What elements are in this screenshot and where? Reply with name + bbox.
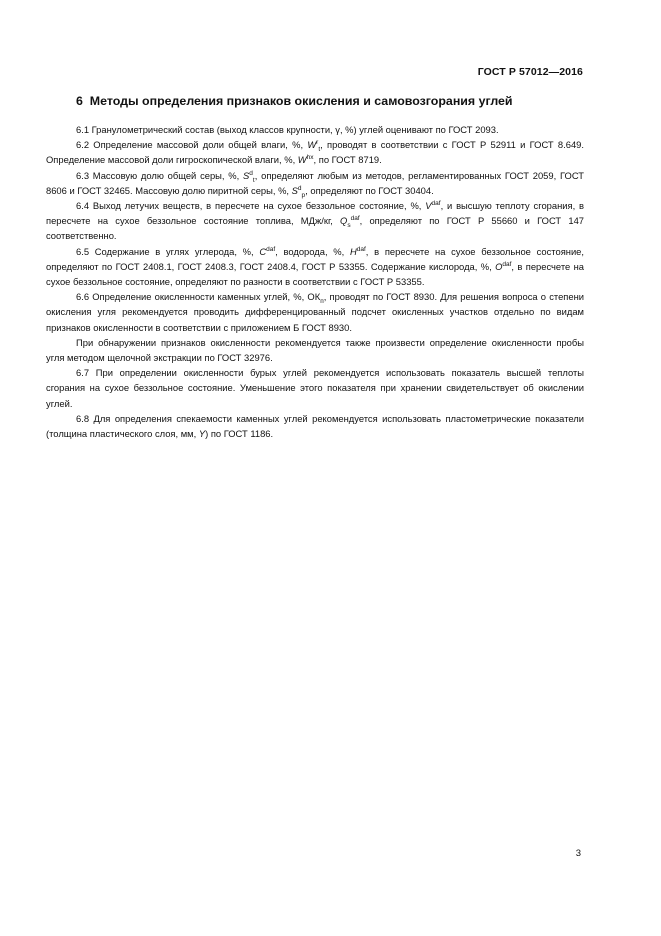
text: , в пересчете на сухое беззольное состояние, определяют по ГОСТ 2408.1, ГОСТ 2408.3, ГОСТ 2408.4, ГОСТ Р 53355. Содержание кислорода, %, xyxy=(46,245,585,272)
text: 6.7 При определении окисленности бурых углей рекомендуется использовать показатель высшей теплоты сгорания на сухое беззольное состояние. Уменьшение этого показателя при хранении свидетельствует об окислении углей. xyxy=(46,367,584,409)
text: , по ГОСТ 8719. xyxy=(313,154,382,166)
text: 6.5 Содержание в углях углерода, %, xyxy=(76,245,260,257)
paragraph-6-5 xyxy=(46,244,584,290)
superscript: daf xyxy=(356,245,366,253)
subscript: t xyxy=(318,146,321,154)
symbol: V xyxy=(425,200,432,212)
symbol: W xyxy=(297,154,307,166)
symbol: W xyxy=(307,139,317,151)
text: При обнаружении признаков окисленности рекомендуется также произвести определение окисленности пробы угля методом щелочной экстракции по ГОСТ 32976. xyxy=(46,336,584,364)
subscript: s xyxy=(347,222,351,230)
superscript: daf xyxy=(431,199,441,207)
text: 6.2 Определение массовой доли общей влаги, %, xyxy=(76,139,308,151)
text: , определяют любым из методов, регламентированных ГОСТ 2059, ГОСТ 8606 и ГОСТ 32465. Массовую долю пиритной серы, %, xyxy=(46,169,584,196)
superscript: d xyxy=(297,184,302,192)
paragraph-6-2 xyxy=(46,137,584,167)
superscript: daf xyxy=(502,260,512,268)
text: , водорода, %, xyxy=(275,245,350,257)
text: 6.4 Выход летучих веществ, в пересчете на сухое беззольное состояние, %, xyxy=(76,200,426,212)
paragraph-6-4 xyxy=(46,198,584,244)
subscript: p xyxy=(301,191,306,199)
text: 6.3 Массовую долю общей серы, %, xyxy=(76,169,244,181)
superscript: r xyxy=(316,139,319,147)
text: , определяют по ГОСТ 30404. xyxy=(305,184,434,196)
superscript: daf xyxy=(266,245,276,253)
paragraph-6-7 xyxy=(46,365,584,411)
text: , в пересчете на сухое беззольное состояние, определяют по разности в соответствии с ГОСТ Р 53355. xyxy=(46,260,585,288)
superscript: d xyxy=(249,169,253,177)
text: , и высшую теплоту сгорания, в пересчете на сухое беззольное состояние топлива, МДж/кг, xyxy=(46,200,584,227)
section-title xyxy=(76,94,586,108)
text: 6.6 Определение окисленности каменных углей, %, ОК xyxy=(76,291,321,303)
paragraph-6-6-note xyxy=(46,335,584,365)
text: , определяют по ГОСТ Р 55660 и ГОСТ 147 соответственно. xyxy=(46,215,584,242)
symbol: Y xyxy=(198,428,206,440)
symbol: O xyxy=(495,260,503,272)
symbol: S xyxy=(243,169,250,181)
symbol: Q xyxy=(340,215,348,227)
subscript: t xyxy=(252,176,255,184)
text: 6.1 Гранулометрический состав (выход классов крупности, γ, %) углей оценивают по ГОСТ 2093. xyxy=(76,124,499,135)
paragraph-6-3 xyxy=(46,168,584,198)
symbol: H xyxy=(349,245,357,257)
text: , проводят в соответствии с ГОСТ Р 52911 и ГОСТ 8.649. Определение массовой доли гигроскопической влаги, %, xyxy=(46,139,584,166)
text: , проводят по ГОСТ 8930. Для решения вопроса о степени окисления угля рекомендуется проводить дифференцированный подсчет окисленных участков отдельно по видам признаков окисленности в соответствии с приложением Б ГОСТ 8930. xyxy=(46,291,584,333)
superscript: daf xyxy=(350,215,360,223)
subscript: п xyxy=(320,298,324,306)
paragraph-6-6 xyxy=(46,289,584,335)
text: ) по ГОСТ 1186. xyxy=(205,428,274,440)
section-title-text: Методы определения признаков окисления и самовозгорания углей xyxy=(89,94,513,108)
paragraph-6-1 xyxy=(46,122,584,137)
text: 6.8 Для определения спекаемости каменных углей рекомендуется использовать пластометрические показатели (толщина пластического слоя, мм, xyxy=(46,412,584,440)
section-number: 6 xyxy=(76,94,83,108)
symbol: S xyxy=(291,184,298,196)
document-id-header: ГОСТ Р 57012—2016 xyxy=(477,66,583,78)
page-number: 3 xyxy=(575,848,581,859)
symbol: C xyxy=(259,245,267,257)
section-body xyxy=(46,122,584,441)
superscript: hx xyxy=(306,154,314,162)
paragraph-6-8 xyxy=(46,411,584,441)
